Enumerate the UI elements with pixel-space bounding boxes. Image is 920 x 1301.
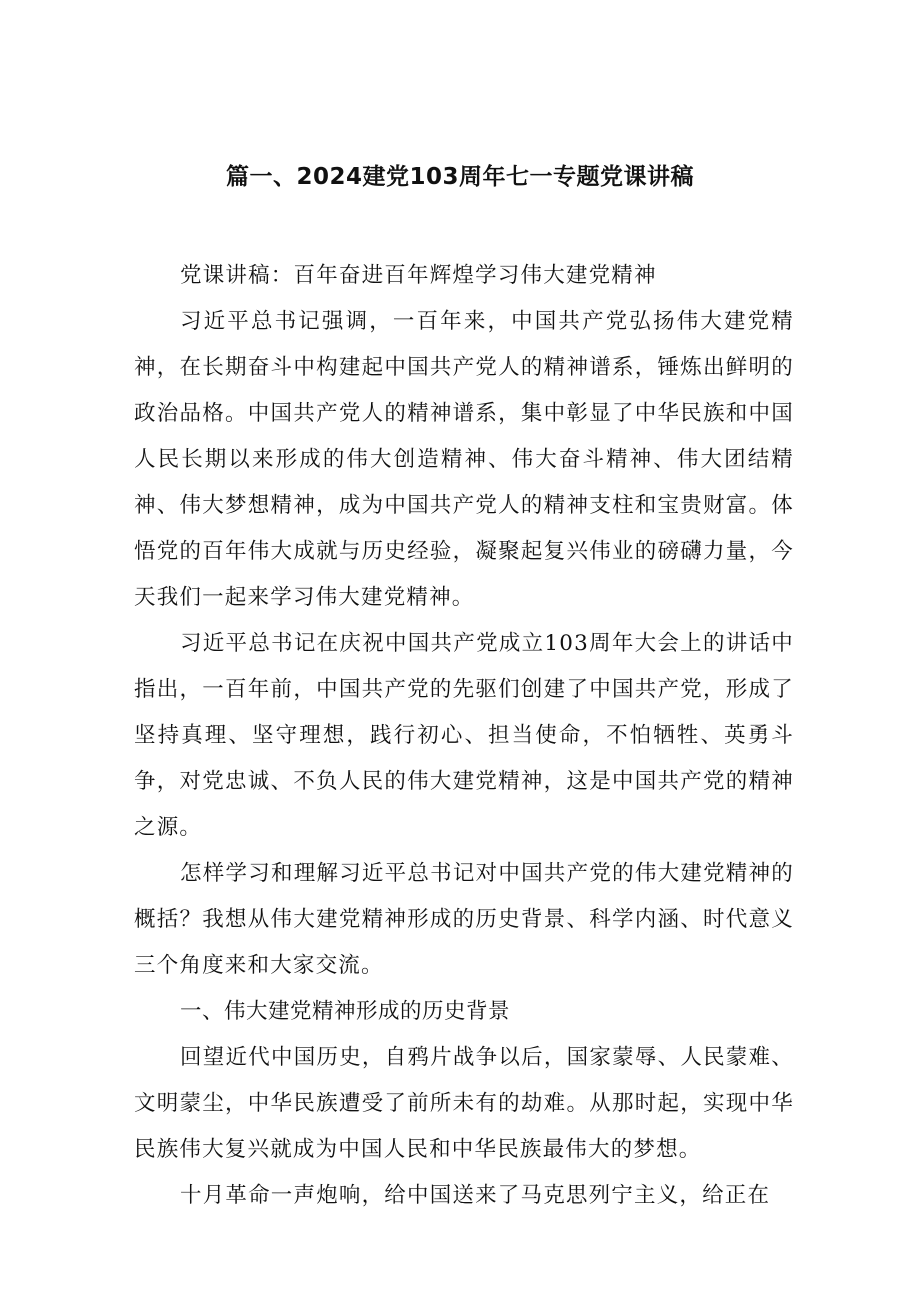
- section-heading: 一、伟大建党精神形成的历史背景: [180, 999, 511, 1024]
- section-paragraph-2: 十月革命一声炮响，给中国送来了马克思列宁主义，给正在: [180, 1183, 771, 1208]
- paragraph-2: 习近平总书记在庆祝中国共产党成立103周年大会上的讲话中指出，一百年前，中国共产党的先驱们创建了中国共产党，形成了坚持真理、坚守理想，践行初心、担当使命，不怕牺牲、英勇斗争，对党忠诚、不负人民的伟大建党精神，这是中国共产党的精神之源。: [134, 631, 794, 840]
- document-title: 篇一、2024建党103周年七一专题党课讲稿: [225, 164, 695, 190]
- document-body: [134, 253, 794, 1219]
- paragraph-3: 怎样学习和理解习近平总书记对中国共产党的伟大建党精神的概括？我想从伟大建党精神形成的历史背景、科学内涵、时代意义三个角度来和大家交流。: [134, 861, 794, 978]
- paragraph-1: 习近平总书记强调，一百年来，中国共产党弘扬伟大建党精神，在长期奋斗中构建起中国共产党人的精神谱系，锤炼出鲜明的政治品格。中国共产党人的精神谱系，集中彰显了中华民族和中国人民长期以来形成的伟大创造精神、伟大奋斗精神、伟大团结精神、伟大梦想精神，成为中国共产党人的精神支柱和宝贵财富。体悟党的百年伟大成就与历史经验，凝聚起复兴伟业的磅礴力量，今天我们一起来学习伟大建党精神。: [134, 309, 794, 610]
- subtitle-paragraph: 党课讲稿：百年奋进百年辉煌学习伟大建党精神: [180, 263, 657, 288]
- section-paragraph-1: 回望近代中国历史，自鸦片战争以后，国家蒙辱、人民蒙难、文明蒙尘，中华民族遭受了前所未有的劫难。从那时起，实现中华民族伟大复兴就成为中国人民和中华民族最伟大的梦想。: [134, 1045, 794, 1162]
